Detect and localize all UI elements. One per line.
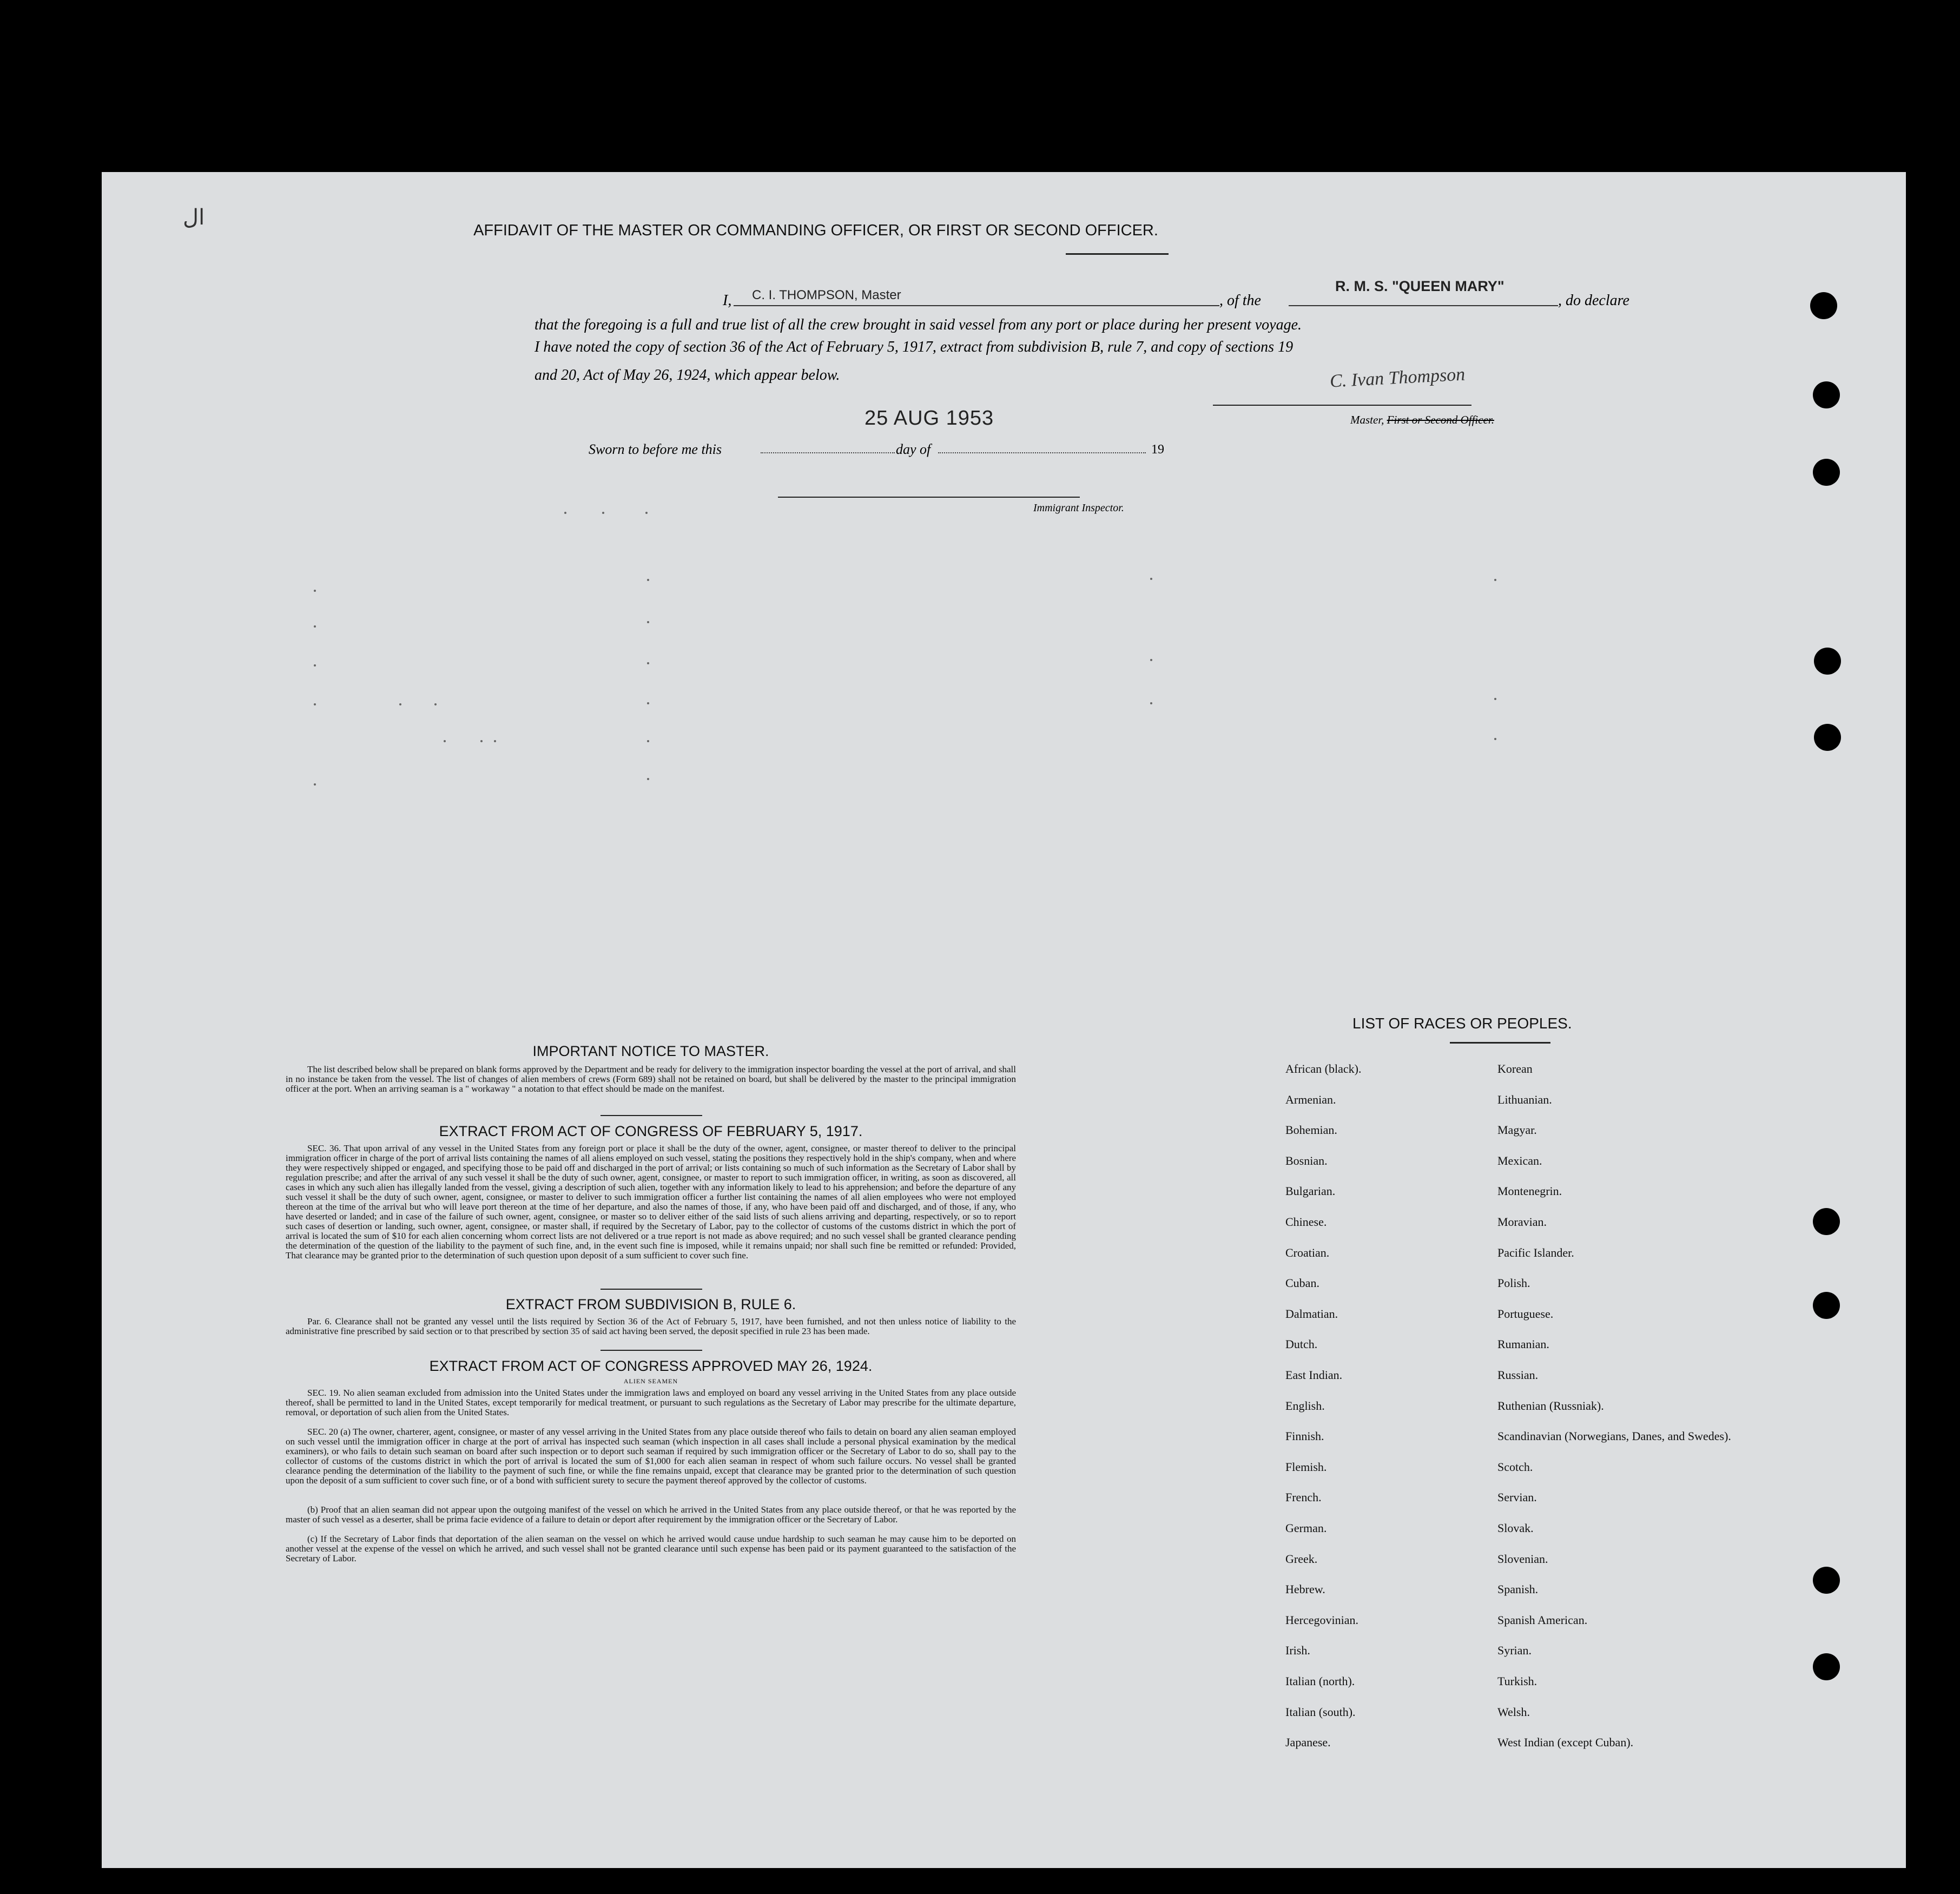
- day-of-label: day of: [896, 441, 931, 457]
- race-item: Rumanian.: [1497, 1337, 1549, 1351]
- binder-hole: [1813, 1208, 1840, 1235]
- binder-hole: [1814, 724, 1841, 751]
- divider: [600, 1350, 702, 1351]
- race-item: Bulgarian.: [1285, 1184, 1336, 1198]
- race-item: Hercegovinian.: [1285, 1613, 1358, 1627]
- divider: [600, 1289, 702, 1290]
- mark: [1494, 738, 1496, 740]
- race-item: Cuban.: [1285, 1276, 1319, 1290]
- race-item: Magyar.: [1497, 1123, 1537, 1137]
- divider: [1450, 1042, 1550, 1044]
- sworn-day-field: [761, 452, 895, 453]
- subdivision-body: Par. 6. Clearance shall not be granted any vessel until the lists required by Section 36 of the Act of February 5, 1917, have been furnished, and not then unless notice of liability to the administrative fine prescribed by said section or to that prescribed by section 35 of said act having been served, the deposit specified in rule 23 has been made.: [286, 1316, 1016, 1336]
- extract-1924-sec20a: SEC. 20 (a) The owner, charterer, agent, consignee, or master of any vessel arriving in the United States from any place outside thereof who fails to detain on board any alien seaman employed on such vessel until the immigration officer in charge at the port of arrival has inspected such seaman (which inspection in all cases shall include a personal physical examination by the medical examiners), or who fails to detain such seaman on board after such inspection or to deport such seaman if required by such immigration officer or the Secretary of Labor to do so, shall pay to the collector of customs of the customs district in which the port of arrival is located the sum of $1,000 for each alien seaman in respect of whom such failure occurs. No vessel shall be granted clearance pending the determination of the liability to the payment of such fine, or while the fine remains unpaid, except that clearance may be granted prior to the determination of such question upon the deposit of a sum sufficient to cover such fine, or of a bond with sufficient surety to secure the payment thereof approved by the collector of customs.: [286, 1427, 1016, 1486]
- affidavit-line-2: that the foregoing is a full and true list of all the crew brought in said vessel from any port or place during her present voyage.: [534, 316, 1302, 333]
- mark: [647, 662, 649, 664]
- race-item: English.: [1285, 1398, 1325, 1413]
- mark: [647, 579, 649, 581]
- mark: [1494, 698, 1496, 700]
- extract-1924-sec20c: (c) If the Secretary of Labor finds that deportation of the alien seaman on the vessel on which he arrived would cause undue hardship to such seaman he may cause him to be deported on another vessel at the expense of the vessel on which he arrived, and such vessel shall not be granted clearance until such expense has been paid or its payment guaranteed to the satisfaction of the Secretary of Labor.: [286, 1534, 1016, 1563]
- race-item: Italian (south).: [1285, 1705, 1356, 1719]
- extract-1917-title: EXTRACT FROM ACT OF CONGRESS OF FEBRUARY 5, 1917.: [439, 1123, 863, 1139]
- race-item: Slovenian.: [1497, 1552, 1548, 1566]
- sworn-label: Sworn to before me this: [589, 441, 722, 457]
- race-item: Japanese.: [1285, 1735, 1331, 1750]
- mark: [647, 778, 649, 780]
- race-item: Pacific Islander.: [1497, 1245, 1574, 1259]
- year-prefix: 19: [1151, 443, 1164, 457]
- affidavit-I: I,: [723, 292, 732, 309]
- binder-hole: [1813, 1653, 1840, 1680]
- extract-1924-title: EXTRACT FROM ACT OF CONGRESS APPROVED MAY 26, 1924.: [429, 1358, 873, 1374]
- races-title: LIST OF RACES OR PEOPLES.: [1352, 1015, 1572, 1032]
- mark: [480, 740, 483, 742]
- mark: [1494, 579, 1496, 581]
- binder-hole: [1813, 381, 1840, 408]
- master-signature: C. Ivan Thompson: [1329, 364, 1466, 392]
- mark: [444, 740, 446, 742]
- extract-1924-sec19: SEC. 19. No alien seaman excluded from admission into the United States under the immigration laws and employed on board any vessel arriving in the United States from any place outside thereof, shall be permitted to land in the United States, except temporarily for medical treatment, or pursuant to such regulations as the Secretary of Labor may prescribe for the ultimate departure, removal, or deportation of such alien from the United States.: [286, 1388, 1016, 1417]
- race-item: Greek.: [1285, 1552, 1318, 1566]
- mark: [1150, 702, 1152, 704]
- mark: [314, 703, 316, 705]
- race-item: Chinese.: [1285, 1215, 1327, 1229]
- mark: [434, 703, 437, 705]
- signer-title-struck: First or Second Officer.: [1387, 413, 1494, 426]
- race-item: Moravian.: [1497, 1215, 1547, 1229]
- race-item: Irish.: [1285, 1644, 1310, 1658]
- race-item: African (black).: [1285, 1062, 1362, 1075]
- race-item: East Indian.: [1285, 1368, 1343, 1382]
- race-item: Spanish American.: [1497, 1613, 1588, 1627]
- race-item: Syrian.: [1497, 1644, 1532, 1658]
- binder-hole: [1813, 1567, 1840, 1594]
- race-item: Lithuanian.: [1497, 1092, 1552, 1106]
- race-item: Scandinavian (Norwegians, Danes, and Swedes).: [1497, 1429, 1731, 1443]
- affidavit-title: AFFIDAVIT OF THE MASTER OR COMMANDING OFFICER, OR FIRST OR SECOND OFFICER.: [473, 222, 1158, 239]
- race-item: Dalmatian.: [1285, 1306, 1338, 1321]
- margin-mark: ال: [183, 205, 205, 229]
- race-item: Servian.: [1497, 1490, 1537, 1504]
- signer-title: [1350, 413, 1494, 427]
- subdivision-title: EXTRACT FROM SUBDIVISION B, RULE 6.: [505, 1296, 796, 1312]
- extract-1924-sec20b: (b) Proof that an alien seaman did not appear upon the outgoing manifest of the vessel on which he arrived in the United States from any place outside thereof, or that he was reported by the master of such vessel as a deserter, shall be prima facie evidence of a failure to detain or deport after requirement by the immigration officer or the Secretary of Labor.: [286, 1504, 1016, 1525]
- notice-title: IMPORTANT NOTICE TO MASTER.: [532, 1043, 769, 1059]
- mark: [399, 703, 401, 705]
- race-item: Dutch.: [1285, 1337, 1318, 1351]
- mark: [647, 740, 649, 742]
- mark: [564, 512, 566, 514]
- race-item: Welsh.: [1497, 1705, 1530, 1719]
- race-item: Bosnian.: [1285, 1153, 1328, 1167]
- mark: [314, 783, 316, 786]
- affidavit-line-4: and 20, Act of May 26, 1924, which appear below.: [534, 367, 840, 384]
- mark: [647, 621, 649, 623]
- race-item: Bohemian.: [1285, 1123, 1337, 1137]
- sworn-month-field: [938, 452, 1146, 453]
- divider: [600, 1115, 702, 1116]
- race-item: Croatian.: [1285, 1245, 1330, 1259]
- race-item: West Indian (except Cuban).: [1497, 1735, 1634, 1750]
- race-item: Italian (north).: [1285, 1674, 1355, 1688]
- race-item: Mexican.: [1497, 1153, 1542, 1167]
- race-item: French.: [1285, 1490, 1322, 1504]
- notice-body: The list described below shall be prepared on blank forms approved by the Department and be ready for delivery to the immigration inspector boarding the vessel at the port of arrival, and shall in no instance be taken from the vessel. The list of changes of alien members of crews (Form 689) shall not be retained on board, but shall be delivered by the master to the principal immigration officer at the port. When an arriving seaman is a " workaway " a notation to that effect should be made on the manifest.: [286, 1064, 1017, 1094]
- race-item: Russian.: [1497, 1368, 1539, 1382]
- binder-hole: [1810, 292, 1837, 319]
- mark: [314, 664, 316, 666]
- extract-1924-subtitle: ALIEN SEAMEN: [623, 1377, 678, 1385]
- binder-hole: [1813, 459, 1840, 486]
- mark: [314, 590, 316, 592]
- divider: [1066, 253, 1169, 255]
- mark: [494, 740, 496, 742]
- signer-title-master: Master,: [1350, 413, 1384, 426]
- race-item: Flemish.: [1285, 1460, 1327, 1474]
- race-item: Korean: [1497, 1062, 1533, 1075]
- race-item: German.: [1285, 1521, 1327, 1535]
- master-name-value: C. I. THOMPSON, Master: [752, 288, 901, 302]
- race-item: Armenian.: [1285, 1092, 1336, 1106]
- affidavit-line-3: I have noted the copy of section 36 of the Act of February 5, 1917, extract from subdivision B, rule 7, and copy of sections 19: [534, 339, 1294, 355]
- race-item: Polish.: [1497, 1276, 1530, 1290]
- binder-hole: [1814, 648, 1841, 675]
- vessel-name-value: R. M. S. "QUEEN MARY": [1335, 278, 1504, 294]
- signature-line: [1213, 405, 1471, 406]
- race-item: Hebrew.: [1285, 1582, 1325, 1596]
- document-page: [102, 172, 1906, 1868]
- race-item: Scotch.: [1497, 1460, 1533, 1474]
- of-the-label: , of the: [1219, 292, 1261, 309]
- race-item: Ruthenian (Russniak).: [1497, 1398, 1604, 1413]
- extract-1917-body: SEC. 36. That upon arrival of any vessel in the United States from any foreign port or place it shall be the duty of the owner, agent, consignee, or master thereof to deliver to the principal immigration officer in charge of the port of arrival lists containing the names of all aliens employed on such vessel, stating the positions they respectively hold in the ship's company, when and where they were respectively shipped or engaged, and specifying those to be paid off and discharged in the port of arrival; or lists containing so much of such information as the Secretary of Labor shall by regulation prescribe; and after the arrival of any such vessel it shall be the duty of such owner, agent, consignee, or master to report to such immigration officer, in writing, as soon as discovered, all cases in which any such alien has illegally landed from the vessel, giving a description of such alien, together with any information likely to lead to his apprehension; and before the departure of any such vessel it shall be the duty of such owner, agent, consignee, or master to deliver to such immigration officer a further list containing the names of all alien employees who were not employed thereon at the time of the arrival but who will leave port thereon at the time of her departure, and also the names of those, if any, who have been paid off and discharged, and of those, if any, who have deserted or landed; and in case of the failure of such owner, agent, consignee, or master so to deliver either of the said lists of such aliens arriving and departing, respectively, or so to report such cases of desertion or landing, such owner, agent, consignee, or master shall, if required by the Secretary of Labor, pay to the collector of customs of the customs district in which the port of arrival is located the sum of $10 for each alien concerning whom correct lists are not delivered or a true report is not made as above required; and no such vessel shall be granted clearance pending the determination of the question of the liability to the payment of such fine, and, in the event such fine is imposed, while it remains unpaid; nor shall such fine be remitted or refunded: Provided, That clearance may be granted prior to the determination of such question upon deposit of a sum sufficient to cover such fine.: [286, 1143, 1016, 1261]
- binder-hole: [1813, 1292, 1840, 1319]
- race-item: Montenegrin.: [1497, 1184, 1562, 1198]
- inspector-label: Immigrant Inspector.: [1033, 502, 1124, 514]
- race-item: Finnish.: [1285, 1429, 1324, 1443]
- race-item: Turkish.: [1497, 1674, 1537, 1688]
- do-declare-label: , do declare: [1558, 292, 1629, 309]
- inspector-signature-line: [778, 497, 1080, 498]
- mark: [1150, 659, 1152, 661]
- mark: [314, 625, 316, 628]
- mark: [647, 702, 649, 704]
- mark: [645, 512, 648, 514]
- race-item: Slovak.: [1497, 1521, 1534, 1535]
- mark: [602, 512, 604, 514]
- date-stamp: 25 AUG 1953: [864, 407, 994, 430]
- race-item: Portuguese.: [1497, 1306, 1554, 1321]
- mark: [1150, 578, 1152, 580]
- race-item: Spanish.: [1497, 1582, 1539, 1596]
